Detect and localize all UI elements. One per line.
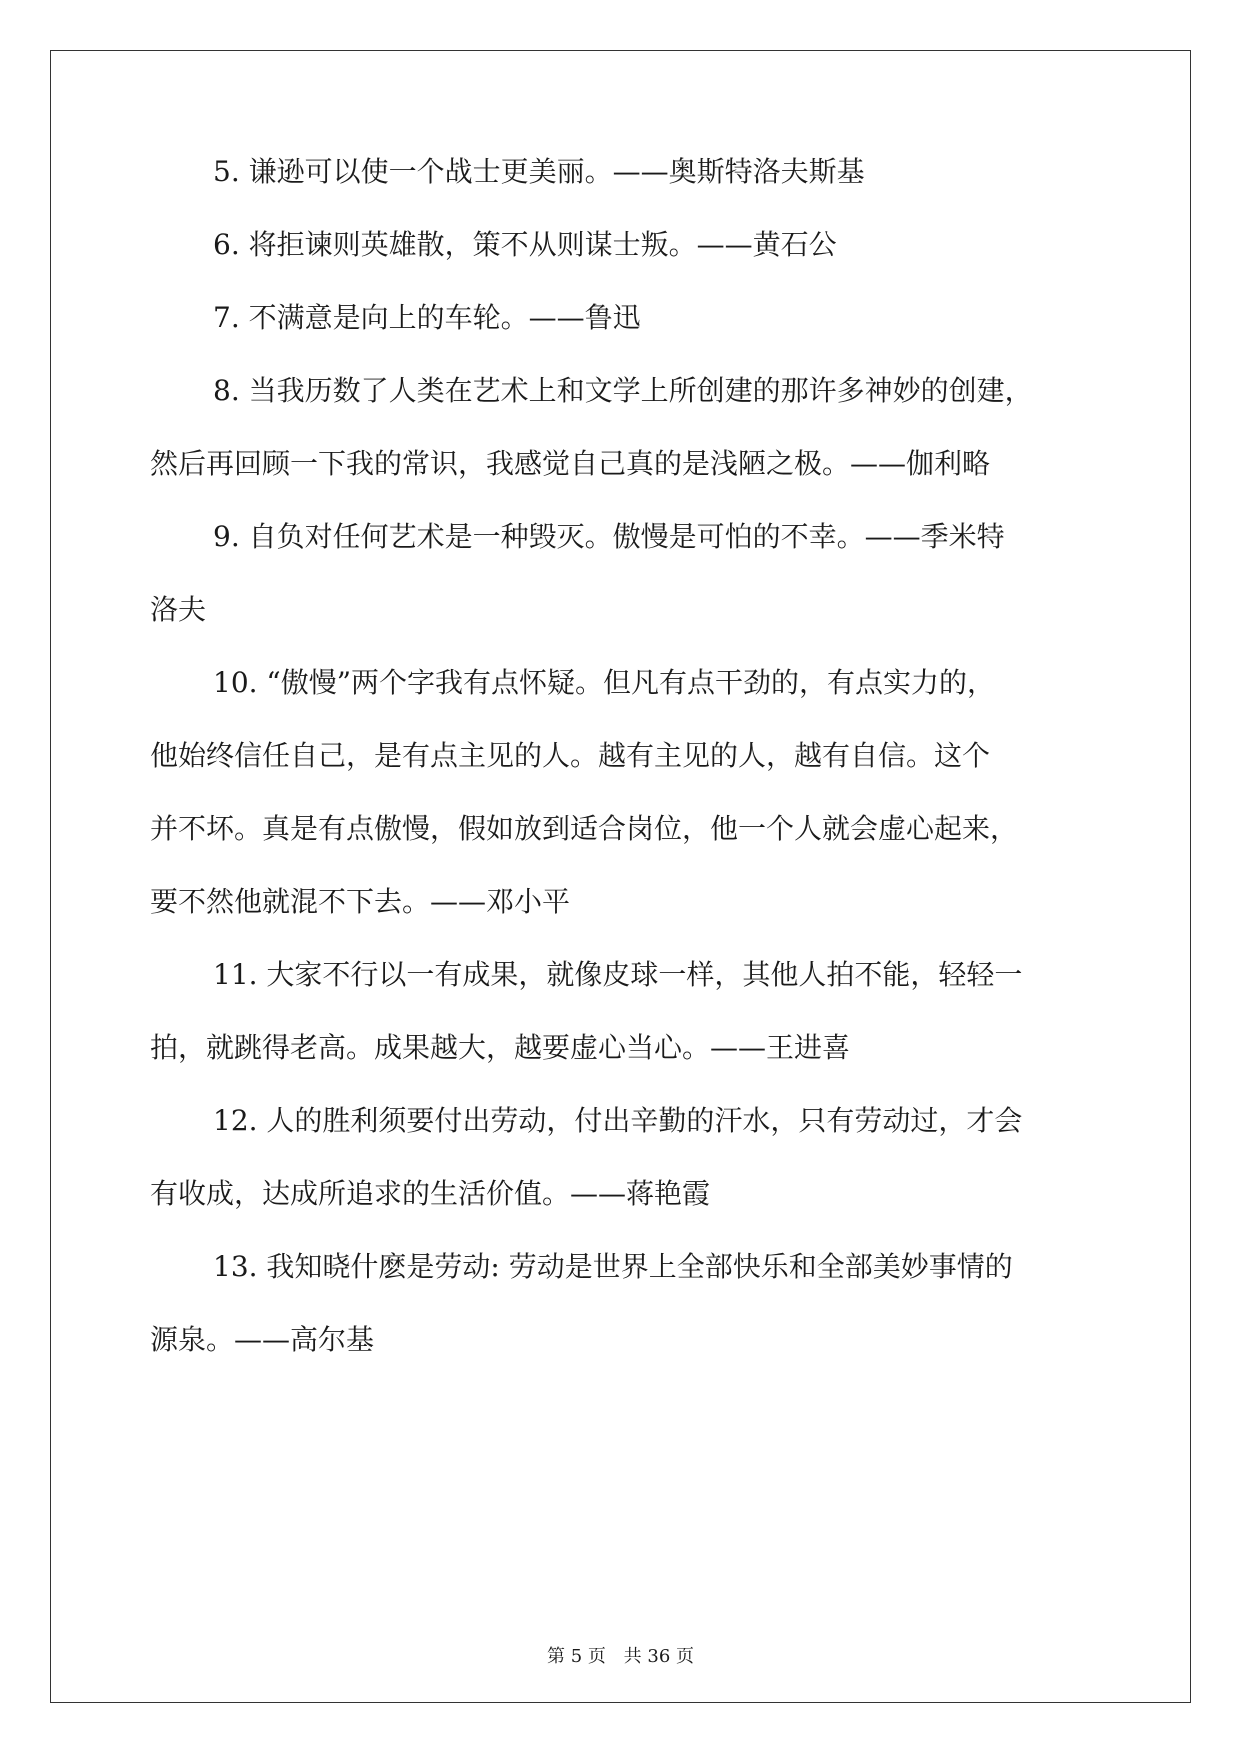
page-border xyxy=(50,50,1191,1703)
quote-8-line-2: 然后再回顾一下我的常识，我感觉自己真的是浅陋之极。——伽利略 xyxy=(150,447,991,480)
quote-10-line-2: 他始终信任自己，是有点主见的人。越有主见的人，越有自信。这个 xyxy=(150,739,991,772)
quote-11-line-2: 拍，就跳得老高。成果越大，越要虚心当心。——王进喜 xyxy=(150,1031,851,1064)
page-number: 第 5 页 xyxy=(547,1646,606,1667)
quote-10-line-1: 10. “傲慢”两个字我有点怀疑。但凡有点干劲的，有点实力的， xyxy=(213,666,996,699)
quote-12-line-2: 有收成，达成所追求的生活价值。——蒋艳霞 xyxy=(150,1177,711,1210)
quote-12-line-1: 12. 人的胜利须要付出劳动，付出辛勤的汗水，只有劳动过，才会 xyxy=(213,1104,1023,1137)
quote-9-line-1: 9. 自负对任何艺术是一种毁灭。傲慢是可怕的不幸。——季米特 xyxy=(213,520,1005,553)
quote-8-line-1: 8. 当我历数了人类在艺术上和文学上所创建的那许多神妙的创建， xyxy=(213,374,1033,407)
quote-7: 7. 不满意是向上的车轮。——鲁迅 xyxy=(213,301,641,334)
quote-11-line-1: 11. 大家不行以一有成果，就像皮球一样，其他人拍不能，轻轻一 xyxy=(213,958,1023,991)
quote-13-line-2: 源泉。——高尔基 xyxy=(150,1323,375,1356)
quote-6: 6. 将拒谏则英雄散，策不从则谋士叛。——黄石公 xyxy=(213,228,837,261)
page-total: 共 36 页 xyxy=(623,1646,694,1667)
quote-5: 5. 谦逊可以使一个战士更美丽。——奥斯特洛夫斯基 xyxy=(213,155,865,188)
quote-13-line-1: 13. 我知晓什麽是劳动: 劳动是世界上全部快乐和全部美妙事情的 xyxy=(213,1250,1013,1283)
page-footer xyxy=(0,1642,1241,1668)
quote-9-line-2: 洛夫 xyxy=(150,593,207,626)
quote-10-line-4: 要不然他就混不下去。——邓小平 xyxy=(150,885,571,918)
quote-10-line-3: 并不坏。真是有点傲慢，假如放到适合岗位，他一个人就会虚心起来， xyxy=(150,812,1019,845)
